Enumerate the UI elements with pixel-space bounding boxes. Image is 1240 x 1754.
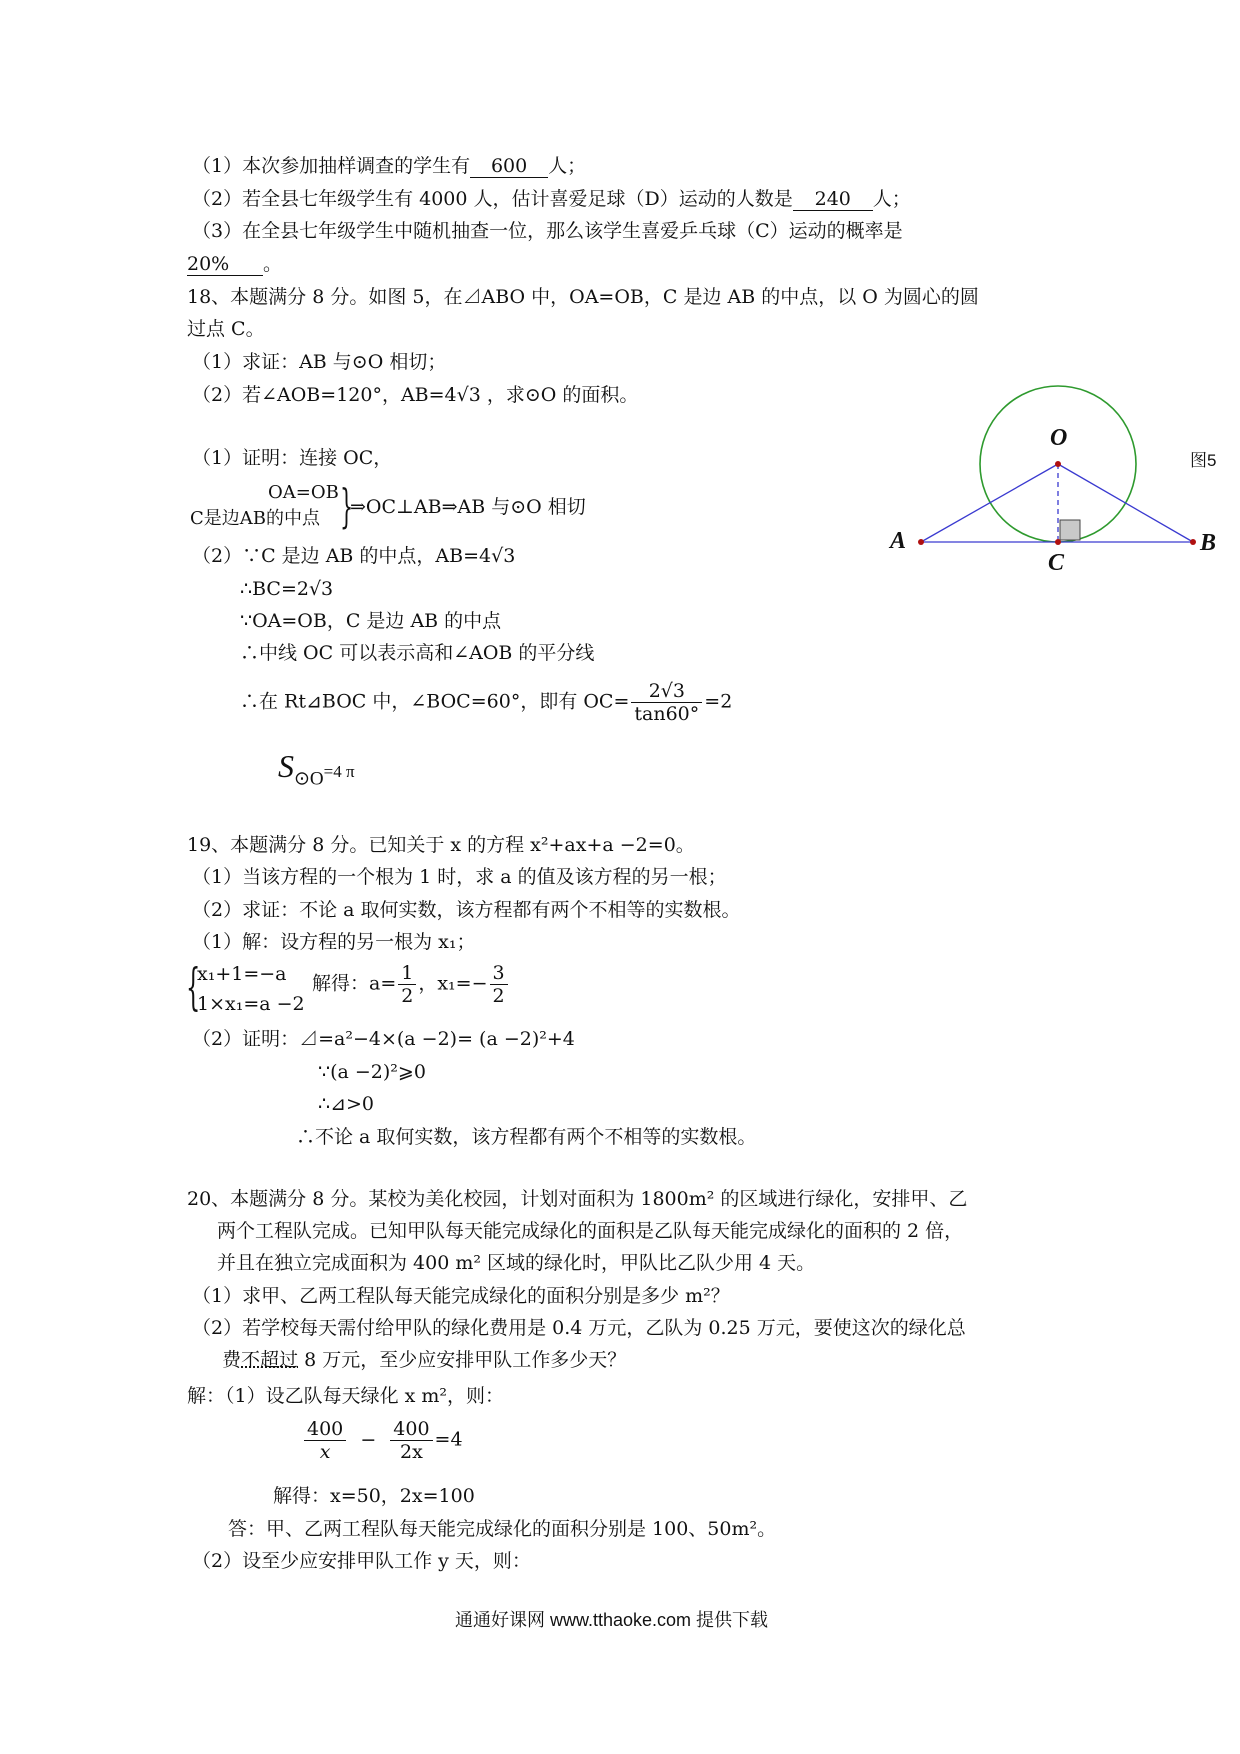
point-a <box>918 539 924 545</box>
emphasis-not-exceed: 不超过 <box>241 1349 299 1371</box>
q20-heading-2: 两个工程队完成。已知甲队每天能完成绿化的面积是乙队每天能完成绿化的面积的 2 倍， <box>217 1220 964 1242</box>
q19-part-2: （2）求证：不论 a 取何实数，该方程都有两个不相等的实数根。 <box>192 899 741 921</box>
q18-condition-brace: } <box>340 479 354 533</box>
q18-proof-4: ∵OA=OB，C 是边 AB 的中点 <box>240 610 502 632</box>
q18-proof-6: ∴在 Rt⊿BOC 中，∠BOC=60°，即有 OC= $\frac{2√3}{\tan 60^\circ}$ =2 <box>240 680 733 725</box>
q20-answer-1: 答：甲、乙两工程队每天能完成绿化的面积分别是 100、50m²。 <box>228 1518 777 1540</box>
q20-part-2-cont: 费不超过 8 万元，至少应安排甲队工作多少天？ <box>222 1349 627 1371</box>
q19-proof-2: ∵(a −2)²⩾0 <box>318 1061 426 1083</box>
label-o: O <box>1050 425 1068 451</box>
q17-answer-3: 20% <box>187 253 263 276</box>
q18-condition-1: OA=OB <box>268 482 339 503</box>
q17-answer-1: 600 <box>470 155 548 178</box>
q18-heading-2: 过点 C。 <box>187 318 265 340</box>
q17-line2: （2）若全县七年级学生有 4000 人，估计喜爱足球（D）运动的人数是 240 人； <box>192 188 911 210</box>
q18-oc-fraction: $\frac{2√3}{\tan 60^\circ}$ <box>631 680 702 725</box>
q17-line1: （1）本次参加抽样调查的学生有 600 人； <box>192 155 587 177</box>
q18-heading-1: 18、本题满分 8 分。如图 5，在⊿ABO 中，OA=OB，C 是边 AB 的中点，以 O 为圆心的圆 <box>187 286 979 308</box>
page-footer: 通通好课网 www.tthaoke.com 提供下载 <box>455 1610 769 1630</box>
q18-conclusion: ⇒OC⊥AB⇒AB 与⊙O 相切 <box>350 496 586 518</box>
q18-proof-1: （1）证明：连接 OC， <box>192 447 393 469</box>
geometry-figure-5 <box>890 375 1230 575</box>
q18-proof-3: ∴BC=2√3 <box>240 578 334 600</box>
q20-part-2: （2）若学校每天需付给甲队的绿化费用是 0.4 万元，乙队为 0.25 万元，要使这次的绿化总 <box>192 1317 966 1339</box>
q20-part-1: （1）求甲、乙两工程队每天能完成绿化的面积分别是多少 m²？ <box>192 1285 730 1307</box>
q20-solution-1: 解：（1）设乙队每天绿化 x m²，则： <box>187 1385 505 1407</box>
q18-proof-5: ∴中线 OC 可以表示高和∠AOB 的平分线 <box>240 642 595 664</box>
point-o <box>1055 461 1061 467</box>
q20-solution-2: 解得：x=50，2x=100 <box>273 1485 475 1507</box>
q17-line4: 20% 。 <box>187 253 283 275</box>
q19-proof-1: （2）证明：⊿=a²−4×(a −2)= (a −2)²+4 <box>192 1028 575 1050</box>
q19-part-1: （1）当该方程的一个根为 1 时，求 a 的值及该方程的另一根； <box>192 866 727 888</box>
q19-system-brace: { <box>186 958 201 1016</box>
figure-caption: 图5 <box>1190 451 1217 470</box>
q18-part-1: （1）求证：AB 与⊙O 相切； <box>192 351 447 373</box>
q19-proof-4: ∴不论 a 取何实数，该方程都有两个不相等的实数根。 <box>296 1126 757 1148</box>
label-b: B <box>1200 530 1217 556</box>
q19-proof-3: ∴⊿>0 <box>318 1093 375 1115</box>
q19-solution-values: 解得：a= $\frac{1}{2}$ ，x₁=− $\frac{3}{2}$ <box>312 962 510 1007</box>
right-angle-mark <box>1060 520 1080 540</box>
q20-solution-3: （2）设至少应安排甲队工作 y 天，则： <box>192 1550 531 1572</box>
q17-answer-2: 240 <box>793 188 873 211</box>
label-a: A <box>890 528 907 554</box>
point-b <box>1190 539 1196 545</box>
q19-heading: 19、本题满分 8 分。已知关于 x 的方程 x²+ax+a −2=0。 <box>187 834 695 856</box>
q19-system-eq-2: 1×x₁=a −2 <box>197 993 305 1015</box>
point-c <box>1055 539 1061 545</box>
label-c: C <box>1048 550 1065 576</box>
q19-solution-1: （1）解：设方程的另一根为 x₁； <box>192 931 476 953</box>
q18-proof-2: （2）∵C 是边 AB 的中点，AB=4√3 <box>192 545 516 567</box>
q17-line3: （3）在全县七年级学生中随机抽查一位，那么该学生喜爱乒乓球（C）运动的概率是 <box>192 220 903 242</box>
q20-heading-3: 并且在独立完成面积为 400 m² 区域的绿化时，甲队比乙队少用 4 天。 <box>217 1252 816 1274</box>
q18-part-2: （2）若∠AOB=120°，AB=4√3 ，求⊙O 的面积。 <box>192 384 639 406</box>
segment-oa <box>921 464 1058 542</box>
q18-area-result: $S_{⊙O}=4$ π <box>278 748 355 790</box>
q20-heading-1: 20、本题满分 8 分。某校为美化校园，计划对面积为 1800m² 的区域进行绿化，安排甲、乙 <box>187 1188 968 1210</box>
q20-equation: $\frac{400}{x}$ − $\frac{400}{2x}$ =4 <box>302 1418 463 1463</box>
q19-system-eq-1: x₁+1=−a <box>197 963 287 985</box>
q18-condition-2: C是边AB的中点 <box>190 508 320 529</box>
